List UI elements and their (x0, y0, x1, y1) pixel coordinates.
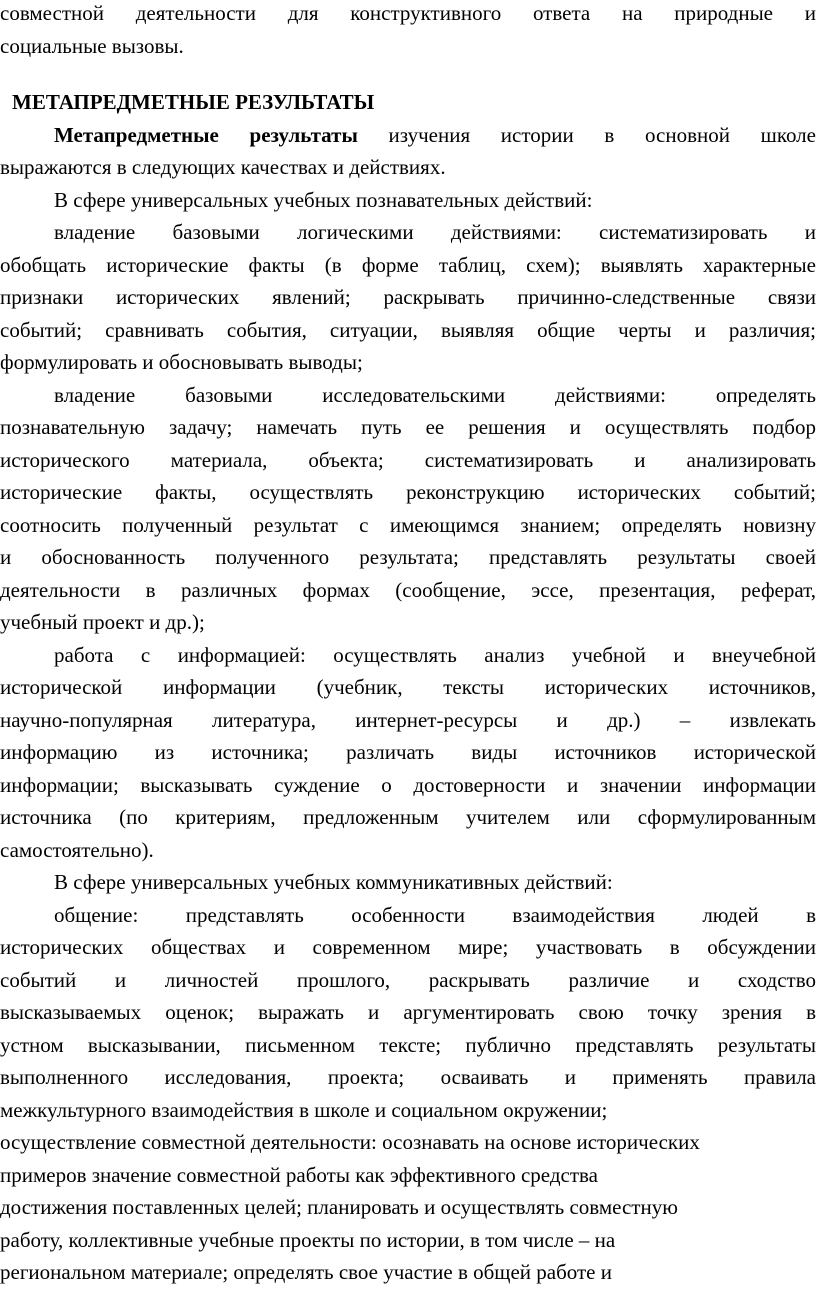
text-line: исторические факты, осуществлять реконструкцию исторических событий; (0, 480, 816, 504)
text-line: выражаются в следующих качествах и действиях. (0, 155, 446, 179)
text-line: информацию из источника; различать виды источников исторической (0, 740, 816, 764)
text-line: исторических обществах и современном мире; участвовать в обсуждении (0, 935, 816, 959)
text-line: владение базовыми логическими действиями: систематизировать и (54, 220, 816, 244)
text-line: учебный проект и др.); (0, 610, 205, 634)
text-line: деятельности в различных формах (сообщение, эссе, презентация, реферат, (0, 577, 816, 602)
text-line: соотносить полученный результат с имеющимся знанием; определять новизну (0, 512, 816, 537)
text-line: и обоснованность полученного результата; представлять результаты своей (0, 545, 816, 569)
text-line: событий; сравнивать события, ситуации, выявляя общие черты и различия; (0, 317, 816, 342)
text-line: осуществление совместной деятельности: осознавать на основе исторических (0, 1130, 700, 1154)
text-line: познавательную задачу; намечать путь ее решения и осуществлять подбор (0, 415, 816, 439)
text-line: примеров значение совместной работы как эффективного средства (0, 1162, 598, 1187)
text-line: владение базовыми исследовательскими действиями: определять (54, 382, 816, 407)
lead-rest: изучения истории в основной школе (357, 122, 816, 147)
text-line: устном высказывании, письменном тексте; публично представлять результаты (0, 1032, 816, 1057)
text-line (0, 119, 816, 152)
text-line: межкультурного взаимодействия в школе и социальном окружении; (0, 1097, 608, 1122)
bold-lead: Метапредметные результаты (54, 122, 358, 147)
text-line: информации; высказывать суждение о достоверности и значении информации (0, 772, 816, 797)
text-line: источника (по критериям, предложенным учителем или сформулированным (0, 805, 816, 829)
text-line: обобщать исторические факты (в форме таблиц, схем); выявлять характерные (0, 252, 816, 277)
text-line: региональном материале; определять свое участие в общей работе и (0, 1260, 612, 1284)
text-line: научно-популярная литература, интернет-ресурсы и др.) – извлекать (0, 707, 816, 732)
text-line: совместной деятельности для конструктивного ответа на природные и (0, 1, 816, 25)
text-line: работа с информацией: осуществлять анализ учебной и внеучебной (54, 642, 816, 667)
text-line: исторического материала, объекта; систематизировать и анализировать (0, 447, 816, 472)
text-line: исторической информации (учебник, тексты исторических источников, (0, 675, 816, 699)
text-line: выполненного исследования, проекта; осваивать и применять правила (0, 1065, 816, 1089)
text-line: формулировать и обосновывать выводы; (0, 350, 363, 374)
text-line: общение: представлять особенности взаимодействия людей в (54, 902, 816, 927)
text-line: достижения поставленных целей; планировать и осуществлять совместную (0, 1195, 678, 1219)
sphere-heading: В сфере универсальных учебных коммуникативных действий: (54, 870, 613, 894)
text-line: работу, коллективные учебные проекты по истории, в том числе – на (0, 1227, 616, 1252)
text-line: признаки исторических явлений; раскрывать причинно-следственные связи (0, 285, 816, 309)
section-heading: МЕТАПРЕДМЕТНЫЕ РЕЗУЛЬТАТЫ (12, 90, 375, 114)
text-line: социальные вызовы. (0, 33, 184, 58)
text-line: самостоятельно). (0, 837, 154, 862)
paragraph-gap (0, 62, 816, 86)
sphere-heading: В сфере универсальных учебных познавательных действий: (54, 187, 593, 212)
text-line: событий и личностей прошлого, раскрывать различие и сходство (0, 967, 816, 992)
text-line: высказываемых оценок; выражать и аргументировать свою точку зрения в (0, 1000, 816, 1024)
